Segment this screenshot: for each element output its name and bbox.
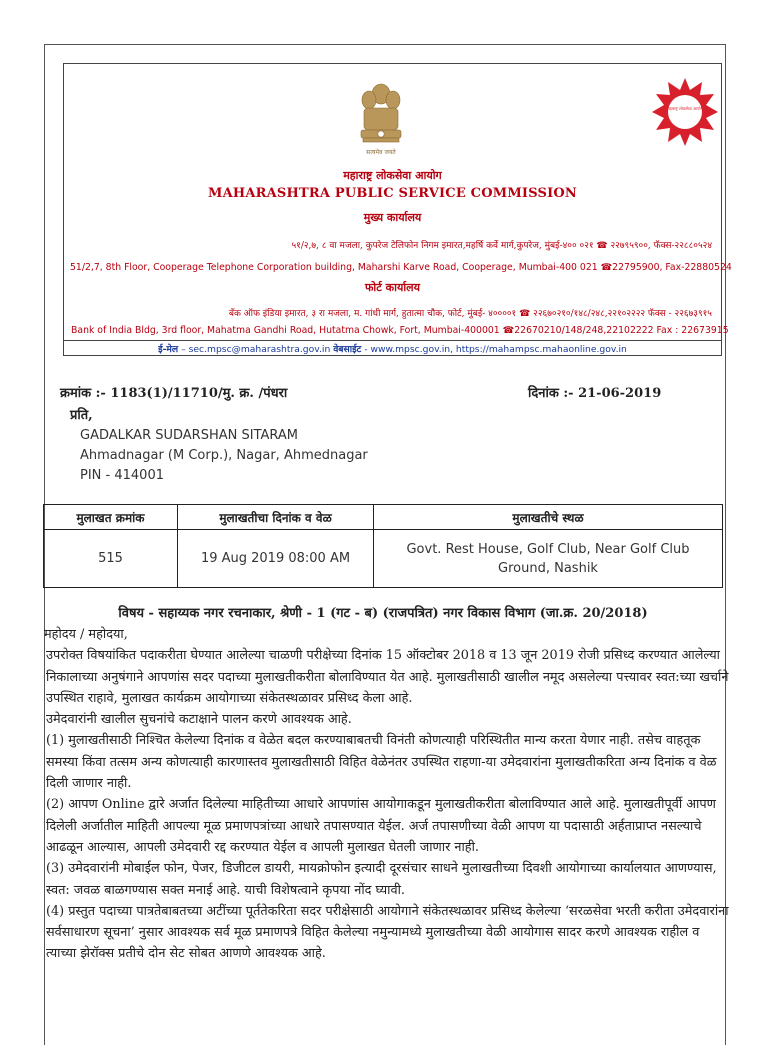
table-header-row [44, 505, 723, 530]
table-row [44, 530, 723, 588]
fort-heading: फोर्ट कार्यालय [364, 281, 421, 294]
fort-address-english: Bank of India Bldg, 3rd floor, Mahatma Gandhi Road, Hutatma Chowk, Fort, Mumbai-400001 ☎22670210/148/248,22102222 Fax : 22673915 [71, 325, 729, 336]
hq-address-marathi: ५१/२,७, ८ वा मजला, कुपरेज टेलिफोन निगम इमारत,महर्षि कर्वे मार्ग,कुपरेज, मुंबई-४०० ०२१ ☎ २२७९५९००, फॅक्स-२२८८०५२४ [291, 241, 712, 251]
paragraph-instructions: उमेदवारांनी खालील सुचनांचे कटाक्षाने पालन करणे आवश्यक आहे. [46, 712, 352, 728]
to-label: प्रति, [70, 408, 93, 423]
instruction-point-1: (1) मुलाखतीसाठी निश्चित केलेल्या दिनांक व वेळेत बदल करण्याबाबतची विनंती कोणत्याही परिस्थितीत मान्य करता येणार नाही. तसेच वाहतूक समस्या किंवा तत्सम अन्य कोणत्याही कारणास्तव मुलाखतीसाठी विहित वेळेनंतर उपस्थित राहणा-या उमेदवारांना मुलाखतीकरिता अन्य दिनांक व वेळ दिली जाणार नाही. [46, 733, 717, 792]
state-emblem-icon [353, 80, 409, 166]
header-interview-venue: मुलाखतीचे स्थळ [374, 505, 723, 530]
website-label: वेबसाईट [333, 344, 362, 355]
addressee-address: Ahmadnagar (M Corp.), Nagar, Ahmednagar [80, 448, 368, 463]
addressee-name: GADALKAR SUDARSHAN SITARAM [80, 428, 299, 443]
letter-date: दिनांक :- 21-06-2019 [528, 386, 662, 401]
addressee-block [80, 426, 368, 486]
hq-heading: मुख्य कार्यालय [363, 211, 422, 224]
email-value: – sec.mpsc@maharashtra.gov.in [178, 344, 334, 355]
seal-text: महाराष्ट्र लोकसेवा आयोग [667, 106, 703, 111]
letterhead-divider [63, 340, 722, 341]
svg-text:सत्यमेव जयते: सत्यमेव जयते [366, 149, 396, 156]
commission-title-english: MAHARASHTRA PUBLIC SERVICE COMMISSION [208, 186, 577, 201]
header-interview-number: मुलाखत क्रमांक [44, 505, 178, 530]
salutation: महोदय / महोदया, [44, 627, 128, 642]
hq-address-english: 51/2,7, 8th Floor, Cooperage Telephone Corporation building, Maharshi Karve Road, Cooperage, Mumbai-400 021 ☎22795900, Fax-22880524 [70, 262, 732, 273]
letter-body [40, 624, 730, 965]
instruction-point-2: (2) आपण Online द्वारे अर्जात दिलेल्या माहितीच्या आधारे आपणांस आयोगाकडून मुलाखतीकरीता बोलाविण्यात आले आहे. मुलाखतीपूर्वी आपण दिलेली अर्जातील माहिती आपल्या मूळ प्रमाणपत्रांच्या आधारे तपासण्यात येईल. अर्ज तपासणीच्या वेळी आपण या पदासाठी अर्हताप्राप्त नसल्याचे आढळून आल्यास, आपली उमेदवारी रद्द करण्यात येईल व आपली मुलाखत घेतली जाणार नाही. [46, 797, 716, 855]
cell-interview-datetime: 19 Aug 2019 08:00 AM [178, 530, 374, 588]
fort-address-marathi: बँक ऑफ इंडिया इमारत, ३ रा मजला, म. गांधी मार्ग, हुतात्मा चौक, फोर्ट, मुंबई- ४००००१ ☎ २२६७०२१०/१४८/२४८,२२१०२२२२ फॅक्स - २२६७३९१५ [228, 309, 712, 319]
cell-interview-number: 515 [44, 530, 178, 588]
mpsc-seal-icon [652, 76, 718, 162]
header-interview-datetime: मुलाखतीचा दिनांक व वेळ [178, 505, 374, 530]
reference-number: क्रमांक :- 1183(1)/11710/मु. क्र. /पंधरा [60, 386, 288, 401]
paragraph-intro: उपरोक्त विषयांकित पदाकरीता घेण्यात आलेल्या चाळणी परीक्षेच्या दिनांक 15 ऑक्टोबर 2018 व 13 जून 2019 रोजी प्रसिध्द करण्यात आलेल्या निकालाच्या अनुषंगाने आपणांस सदर पदाच्या मुलाखतीकरीता बोलाविण्यात येत आहे. मुलाखतीसाठी खालील नमूद असलेल्या पत्त्यावर स्वत:च्या खर्चाने उपस्थित राहावे, मुलाखत कार्यक्रम आयोगाच्या संकेतस्थळावर प्रसिध्द केला आहे. [46, 648, 729, 706]
subject-line: विषय - सहाय्यक नगर रचनाकार, श्रेणी - 1 (गट - ब) (राजपत्रित) नगर विकास विभाग (जा.क्र. 20/2018) [118, 606, 648, 621]
commission-title-marathi: महाराष्ट्र लोकसेवा आयोग [343, 169, 442, 182]
interview-table [43, 504, 723, 588]
website-value: - www.mpsc.gov.in, https://mahampsc.mahaonline.gov.in [361, 344, 627, 355]
cell-interview-venue: Govt. Rest House, Golf Club, Near Golf Club Ground, Nashik [374, 530, 723, 588]
instruction-point-4: (4) प्रस्तुत पदाच्या पात्रतेबाबतच्या अटींच्या पूर्ततेकरिता सदर परीक्षेसाठी आयोगाने संकेतस्थळावर प्रसिध्द केलेल्या ‘सरळसेवा भरती करीता उमेदवारांना सर्वसाधारण सूचना’ नुसार आवश्यक सर्व मूळ प्रमाणपत्रे विहित केलेल्या नमुन्यामध्ये मुलाखतीच्या वेळी आयोगास सादर करणे आवश्यक राहील व त्याच्या झेरॉक्स प्रतीचे दोन सेट सोबत आणणे आवश्यक आहे. [46, 903, 729, 962]
addressee-pin: PIN - 414001 [80, 468, 164, 483]
contact-line [63, 342, 722, 355]
email-label: ई-मेल [158, 344, 179, 355]
instruction-point-3: (3) उमेदवारांनी मोबाईल फोन, पेजर, डिजीटल डायरी, मायक्रोफोन इत्यादी दूरसंचार साधने मुलाखतीच्या दिवशी आयोगाच्या कार्यालयात आणण्यास, स्वत: जवळ बाळगण्यास सक्त मनाई आहे. याची विशेषत्वाने कृपया नोंद घ्यावी. [46, 861, 717, 898]
